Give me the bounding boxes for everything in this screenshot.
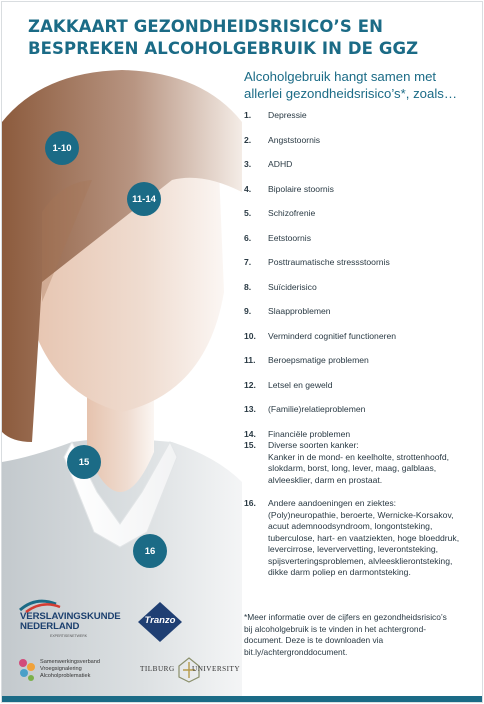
list-item-number: 11. bbox=[244, 355, 256, 365]
title-line-2: BESPREKEN ALCOHOLGEBRUIK IN DE GGZ bbox=[28, 39, 419, 58]
list-item-number: 3. bbox=[244, 159, 252, 169]
list-item-label: Letsel en geweld bbox=[268, 379, 333, 390]
list-item-detail: (Poly)neuropathie, beroerte, Wernicke-Korsakov, acuut ademnoodsyndroom, longontsteking, tuberculose, hart- en vaatziekten, hoge bloeddruk, levercirrose, leververvetting, leverontsteking, spijsverteringsproblemen, alvleesklierontsteking, dikke darm poliep en darmontsteking. bbox=[268, 509, 460, 577]
list-item-number: 4. bbox=[244, 183, 252, 194]
tranzo-logo bbox=[137, 601, 183, 643]
tilburg-word: TILBURG bbox=[140, 665, 175, 673]
list-item-number: 16. bbox=[244, 498, 256, 508]
list-item-label: Schizofrenie bbox=[268, 208, 316, 218]
footnote-line-3: document. Deze is te downloaden via bbox=[244, 635, 384, 645]
badge-risks-11-14: 11-14 bbox=[127, 182, 161, 216]
list-item-number: 6. bbox=[244, 232, 252, 243]
list-item-number: 10. bbox=[244, 330, 256, 341]
list-item-label: Depressie bbox=[268, 110, 307, 120]
list-item-label: Suïciderisico bbox=[268, 281, 317, 292]
badge-risk-15: 15 bbox=[67, 445, 101, 479]
badge-risks-1-10: 1-10 bbox=[45, 131, 79, 165]
bottom-accent-bar bbox=[2, 696, 483, 702]
vkn-line-1: VERSLAVINGSKUNDE bbox=[20, 611, 121, 622]
samenwerkingsverband-logo bbox=[16, 655, 136, 691]
list-item-number: 8. bbox=[244, 281, 252, 292]
list-item-number: 14. bbox=[244, 428, 256, 439]
list-item-number: 7. bbox=[244, 257, 252, 267]
list-item-number: 1. bbox=[244, 110, 252, 120]
list-item-label: Bipolaire stoornis bbox=[268, 183, 334, 194]
footnote-line-2: bij alcoholgebruik is te vinden in het achtergrond- bbox=[244, 623, 427, 634]
footnote bbox=[244, 612, 469, 658]
list-item-detail: Kanker in de mond- en keelholte, strottenhoofd, slokdarm, borst, long, lever, maag, galblaas, alvleesklier, darm en prostaat. bbox=[268, 451, 450, 485]
svv-line-2: Vroegsignalering bbox=[40, 666, 82, 672]
list-item-label: Eetstoornis bbox=[268, 232, 311, 243]
intro-line-1: Alcoholgebruik hangt samen met bbox=[244, 69, 437, 84]
page bbox=[1, 1, 483, 703]
svv-dots-icon bbox=[16, 657, 38, 683]
list-item-label: Andere aandoeningen en ziektes: bbox=[268, 498, 397, 508]
verslavingskunde-nederland-logo bbox=[16, 596, 128, 640]
intro-line-2: allerlei gezondheidsrisico’s*, zoals… bbox=[244, 86, 458, 101]
list-item-label: Posttraumatische stressstoornis bbox=[268, 257, 390, 267]
footnote-line-1: *Meer informatie over de cijfers en gezondheidsrisico’s bbox=[244, 612, 447, 622]
list-item-label: Angststoornis bbox=[268, 134, 321, 145]
vkn-subtitle: EXPERTISENETWERK bbox=[50, 634, 88, 638]
svv-line-3: Alcoholproblematiek bbox=[40, 673, 91, 679]
vkn-line-2: NEDERLAND bbox=[20, 621, 80, 632]
tranzo-name: Tranzo bbox=[144, 615, 176, 626]
list-item-number: 5. bbox=[244, 208, 252, 218]
list-item-label: (Familie)relatieproblemen bbox=[268, 404, 366, 414]
page-title bbox=[28, 16, 418, 60]
title-line-1: ZAKKAART GEZONDHEIDSRISICO’S EN bbox=[28, 17, 383, 36]
list-item-number: 15. bbox=[244, 440, 256, 450]
svv-line-1: Samenwerkingsverband bbox=[40, 659, 101, 665]
list-item-number: 2. bbox=[244, 134, 252, 145]
intro-text bbox=[244, 68, 476, 102]
list-item-label: Beroepsmatige problemen bbox=[268, 355, 369, 365]
list-item-number: 13. bbox=[244, 404, 256, 414]
badge-risk-16: 16 bbox=[133, 534, 167, 568]
tilburg-university-logo bbox=[140, 654, 240, 684]
footnote-link[interactable]: bit.ly/achtergronddocument. bbox=[244, 646, 348, 657]
list-item-label: Financiële problemen bbox=[268, 428, 351, 439]
list-item-number: 12. bbox=[244, 379, 256, 390]
list-item-label: Verminderd cognitief functioneren bbox=[268, 330, 397, 341]
list-item-label: Slaapproblemen bbox=[268, 306, 331, 316]
list-item-label: Diverse soorten kanker: bbox=[268, 440, 359, 450]
list-item-label: ADHD bbox=[268, 159, 293, 169]
list-item-number: 9. bbox=[244, 306, 252, 316]
university-word: UNIVERSITY bbox=[192, 665, 241, 673]
